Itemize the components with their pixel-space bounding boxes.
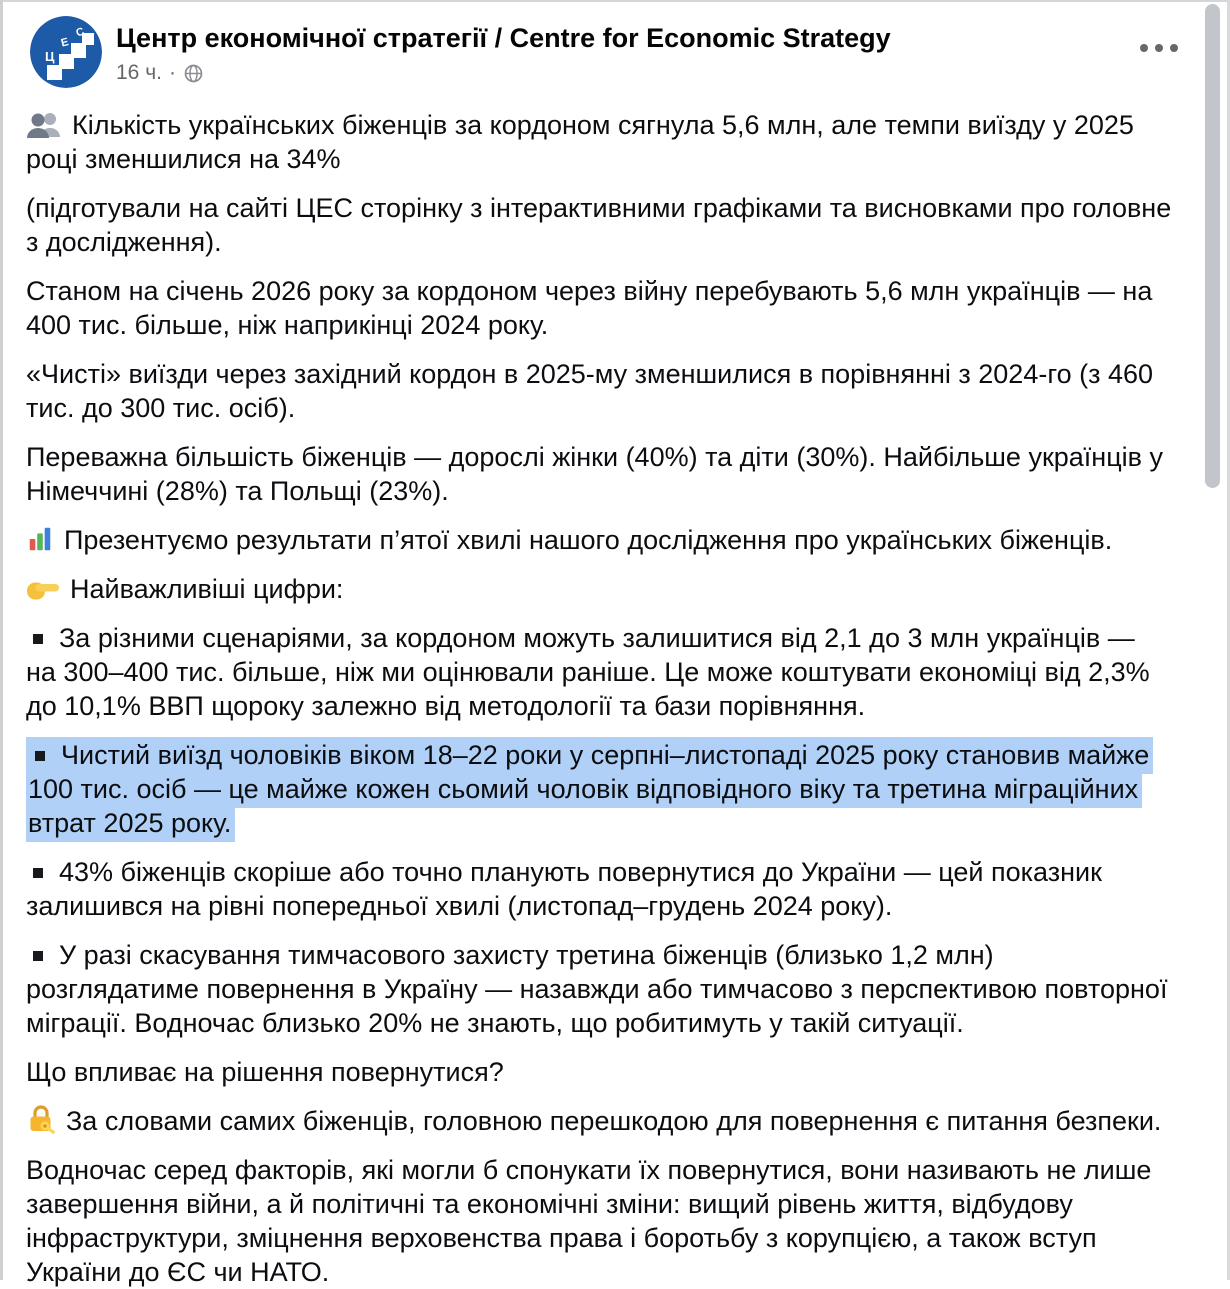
post-body [0,88,1230,1289]
post-meta [116,61,891,85]
bullet-square [35,751,45,761]
post-paragraph: Презентуємо результати п’ятої хвилі нашого дослідження про українських біженців. [26,523,1172,557]
svg-text:Е: Е [59,36,70,50]
post-paragraph: Водночас серед факторів, які могли б спонукати їх повернутися, вони називають не лише завершення війни, а й політичні та економічні зміни: вищий рівень життя, відбудову інфраструктури, зміцнення верховенства права і боротьбу з корупцією, а також вступ України до ЄС чи НАТО. [26,1155,1152,1287]
meta-separator: · [168,61,176,85]
post-paragraph: (підготували на сайті ЦЕС сторінку з інтерактивними графіками та висновками про головне з дослідження). [26,193,1172,257]
post-paragraph: У разі скасування тимчасового захисту третина біженців (близько 1,2 млн) розглядатиме повернення в Україну — назавжди або тимчасово з перспективою повторної міграції. Водночас близько 20% не знають, що робитимуть у такій ситуації. [26,940,1168,1038]
globe-icon [183,63,204,84]
bar-chart-icon [26,525,54,553]
post-paragraph-highlighted [26,738,1172,840]
highlighted-text: Чистий виїзд чоловіків віком 18–22 роки у серпні–листопаді 2025 року становив майже 100 тис. осіб — це майже кожен сьомий чоловік відповідного віку та третина міграційних втрат 2025 року. [26,737,1153,842]
post-paragraph: Переважна більшість біженців — дорослі жінки (40%) та діти (30%). Найбільше українців у Німеччині (28%) та Польщі (23%). [26,442,1164,506]
bullet-square [33,634,43,644]
post-timestamp[interactable]: 16 ч. [116,61,162,85]
post-paragraph: Найважливіші цифри: [26,572,1172,606]
bullet-square [33,951,43,961]
page-avatar[interactable] [30,16,102,88]
svg-text:Ц: Ц [45,49,55,64]
svg-text:С: С [74,25,87,40]
bullet-square [33,868,43,878]
post-paragraph: Що впливає на рішення повернутися? [26,1057,504,1087]
post-header [0,0,1230,88]
post-paragraph: 43% біженців скоріше або точно планують повернутися до України — цей показник залишився на рівні попередньої хвилі (листопад–грудень 2024 року). [26,857,1102,921]
people-icon [26,110,62,138]
pointing-finger-icon [26,575,60,602]
post-paragraph: Станом на січень 2026 року за кордоном через війну перебувають 5,6 млн українців — на 400 тис. більше, ніж наприкінці 2024 року. [26,276,1153,340]
post-paragraph: Кількість українських біженців за кордоном сягнула 5,6 млн, але темпи виїзду у 2025 році зменшилися на 34% [26,110,1134,174]
lock-key-icon [26,1104,56,1134]
page-title[interactable]: Центр економічної стратегії / Centre for Economic Strategy [116,23,891,53]
window-left-edge [0,0,3,1280]
post-paragraph: «Чисті» виїзди через західний кордон в 2025-му зменшилися в порівнянні з 2024-го (з 460 тис. до 300 тис. осіб). [26,359,1154,423]
post-paragraph: За різними сценаріями, за кордоном можуть залишитися від 2,1 до 3 млн українців — на 300–400 тис. більше, ніж ми оцінювали раніше. Це може коштувати економіці від 2,3% до 10,1% ВВП щороку залежно від методології та бази порівняння. [26,623,1150,721]
three-dots-menu-icon[interactable] [1136,40,1182,56]
post-paragraph: За словами самих біженців, головною перешкодою для повернення є питання безпеки. [26,1104,1172,1138]
